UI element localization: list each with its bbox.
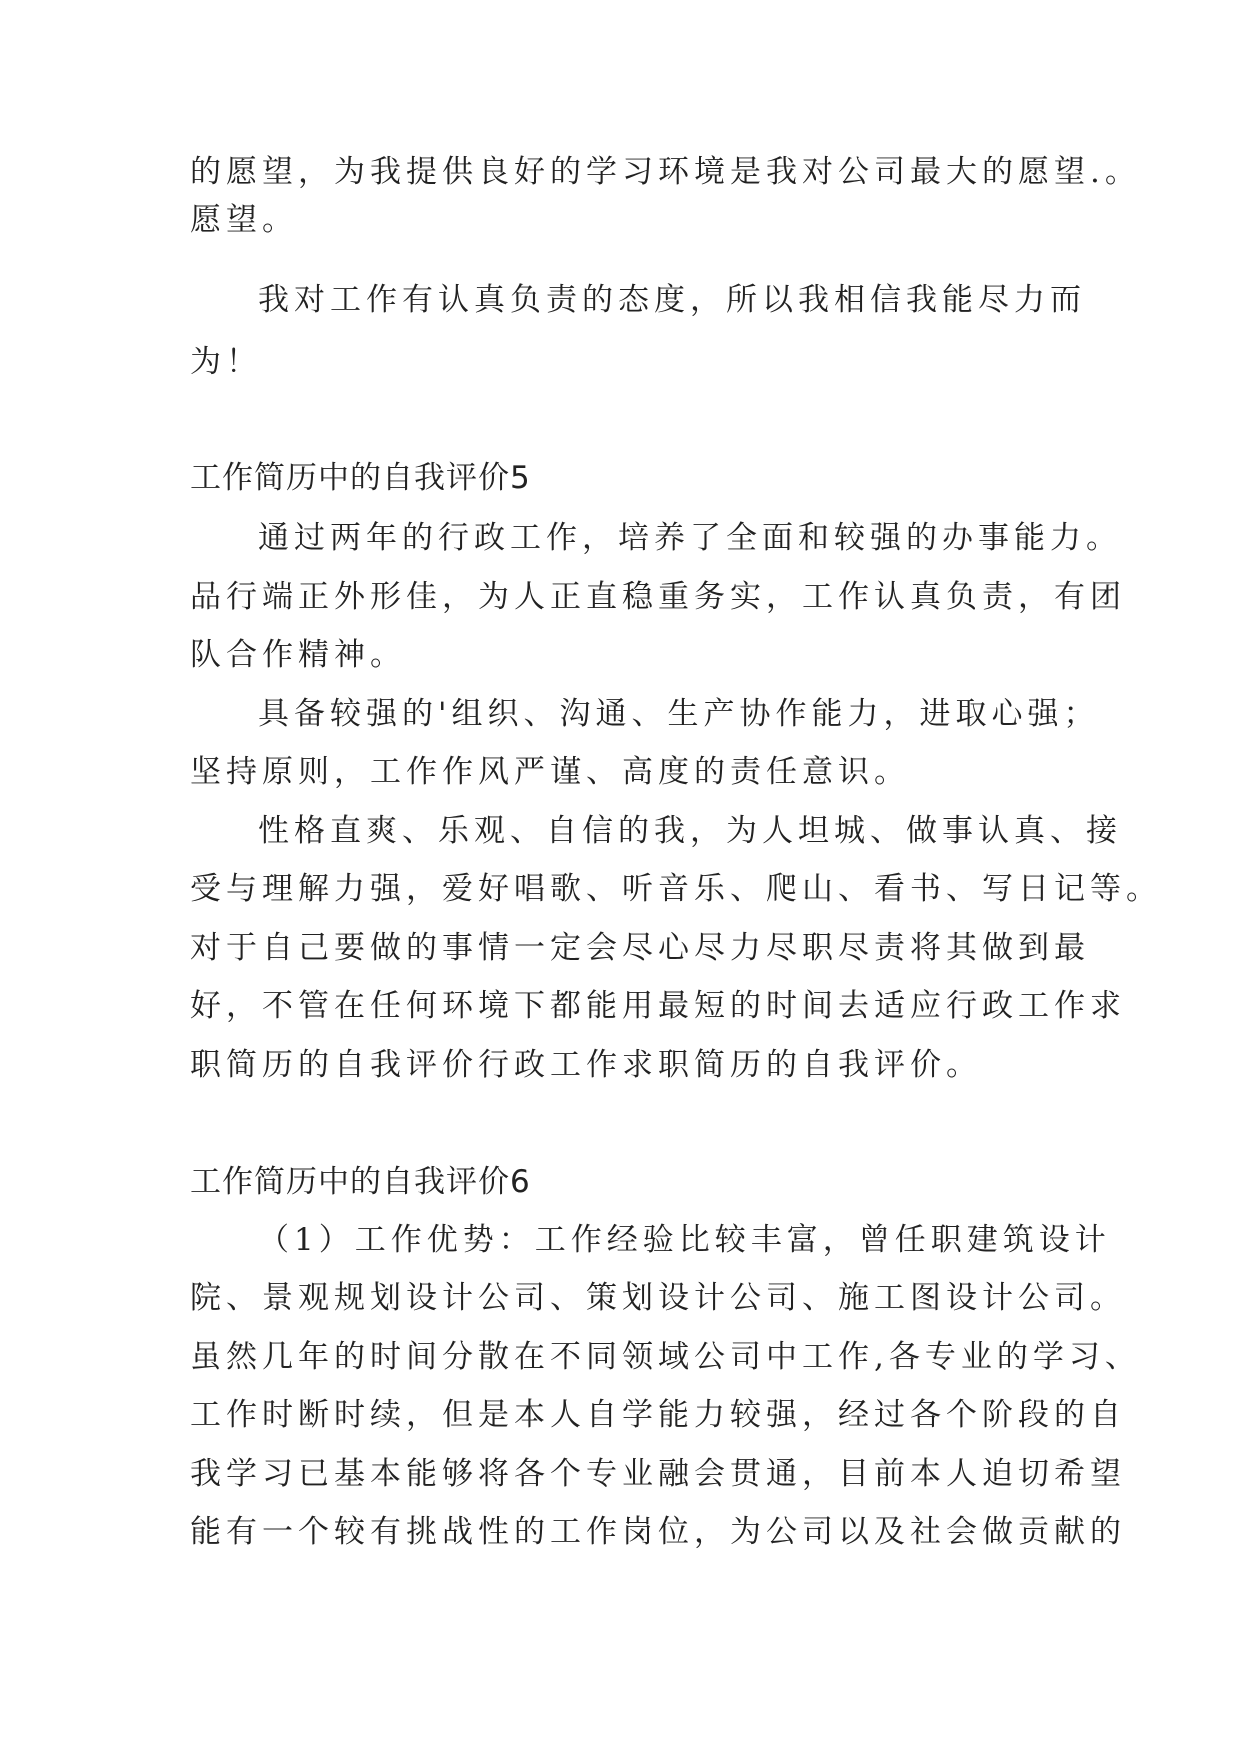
text-line: 能有一个较有挑战性的工作岗位，为公司以及社会做贡献的 [190, 1514, 1126, 1550]
text-line: 的愿望，为我提供良好的学习环境是我对公司最大的愿望.。 [190, 154, 1141, 190]
text-line: 院、景观规划设计公司、策划设计公司、施工图设计公司。 [190, 1280, 1126, 1316]
text-line: 为！ [190, 344, 262, 380]
text-line: 好，不管在任何环境下都能用最短的时间去适应行政工作求 [190, 988, 1126, 1024]
text-line: 具备较强的'组织、沟通、生产协作能力，进取心强； [258, 696, 1100, 732]
text-line: 性格直爽、乐观、自信的我，为人坦城、做事认真、接 [258, 813, 1122, 849]
text-line: 受与理解力强，爱好唱歌、听音乐、爬山、看书、写日记等。 [190, 871, 1162, 907]
text-line: 我学习已基本能够将各个专业融会贯通，目前本人迫切希望 [190, 1456, 1126, 1492]
text-line: 职简历的自我评价行政工作求职简历的自我评价。 [190, 1047, 982, 1083]
text-line: 工作时断时续，但是本人自学能力较强，经过各个阶段的自 [190, 1397, 1126, 1433]
text-line: 通过两年的行政工作，培养了全面和较强的办事能力。 [258, 520, 1122, 556]
text-line: 品行端正外形佳，为人正直稳重务实，工作认真负责，有团 [190, 579, 1126, 615]
text-line: （1）工作优势：工作经验比较丰富，曾任职建筑设计 [258, 1222, 1111, 1258]
text-line: 虽然几年的时间分散在不同领域公司中工作,各专业的学习、 [190, 1339, 1141, 1375]
section-heading: 工作简历中的自我评价5 [190, 460, 531, 496]
text-line: 对于自己要做的事情一定会尽心尽力尽职尽责将其做到最 [190, 930, 1090, 966]
text-line: 队合作精神。 [190, 637, 406, 673]
text-line: 坚持原则，工作作风严谨、高度的责任意识。 [190, 754, 910, 790]
text-line: 我对工作有认真负责的态度，所以我相信我能尽力而 [258, 282, 1086, 318]
text-line: 愿望。 [190, 202, 298, 238]
section-heading: 工作简历中的自我评价6 [190, 1164, 531, 1200]
